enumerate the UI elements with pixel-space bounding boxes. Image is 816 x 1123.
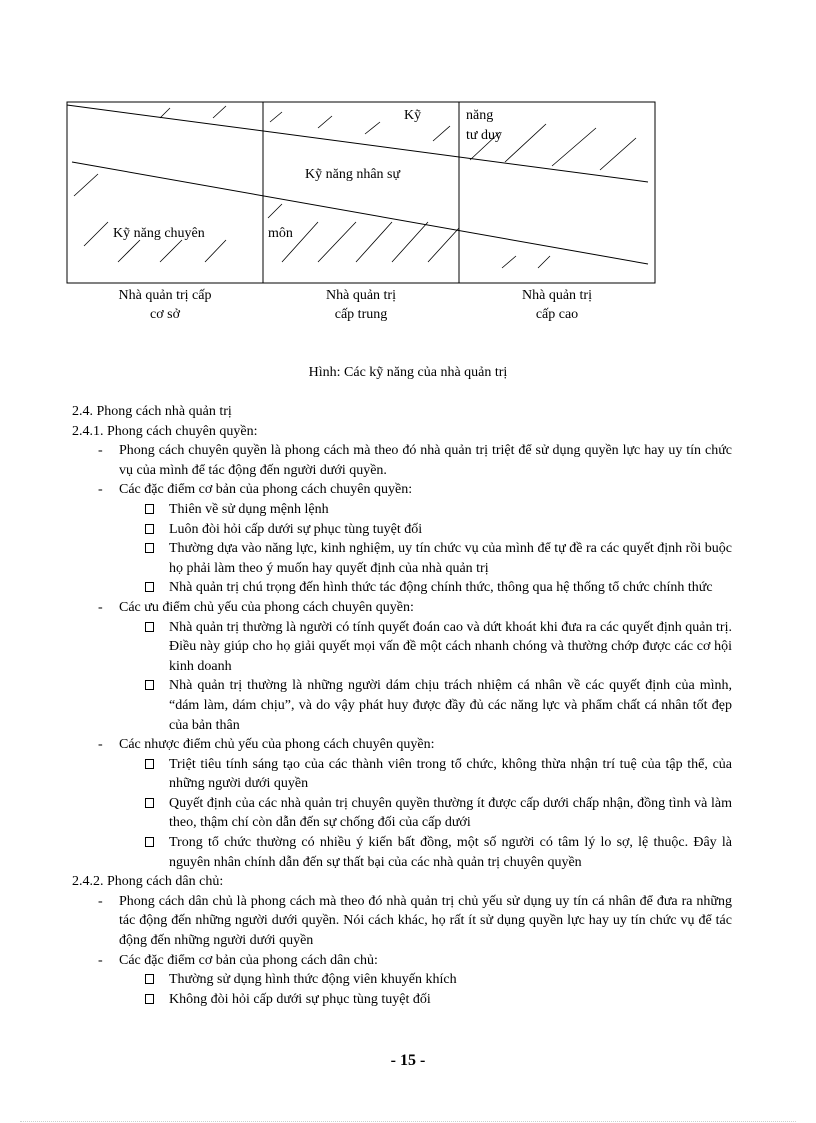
item-text: Các đặc điểm cơ bản của phong cách chuyên quyền:	[119, 482, 413, 498]
item-text: Các đặc điểm cơ bản của phong cách dân chủ:	[119, 952, 378, 968]
column-caption-line2: cơ sở	[150, 307, 180, 322]
hatch-line	[213, 106, 226, 118]
bullet-item	[72, 578, 732, 598]
item-text: Các nhược điểm chủ yếu của phong cách chuyên quyền:	[119, 737, 435, 753]
subsection-heading-autocratic: 2.4.1. Phong cách chuyên quyền:	[72, 423, 258, 439]
column-caption-first-line	[67, 286, 263, 324]
bullet-item	[72, 970, 732, 990]
bullet-item	[72, 539, 732, 578]
hatch-line	[268, 204, 282, 218]
dash-marker: -	[98, 893, 103, 909]
skills-diagram	[0, 0, 816, 290]
bullet-text: Thiên về sử dụng mệnh lệnh	[169, 501, 329, 517]
hatch-line	[552, 128, 596, 166]
hatch-line	[505, 124, 546, 162]
bullet-item	[72, 676, 732, 735]
hatch-line	[160, 240, 182, 262]
label-human: Kỹ năng nhân sự	[305, 167, 401, 182]
dash-marker: -	[98, 599, 103, 615]
square-bullet-icon	[145, 974, 154, 984]
square-bullet-icon	[145, 504, 154, 514]
hatch-line	[84, 222, 108, 246]
dash-item	[72, 598, 732, 618]
hatch-line	[160, 108, 170, 118]
dash-marker: -	[98, 737, 103, 753]
hatch-line	[205, 240, 226, 262]
dash-marker: -	[98, 482, 103, 498]
bullet-text: Trong tổ chức thường có nhiều ý kiến bất đồng, một số người có tâm lý lo sợ, lệ thuộc. Đây là nguyên nhân chính dẫn đến sự thất bại của các nhà quản trị chuyên quyền	[169, 835, 732, 870]
hatch-line	[270, 112, 282, 122]
bullet-item	[72, 755, 732, 794]
label-conceptual-part3: tư duy	[466, 128, 502, 143]
page-bottom-rule	[20, 1121, 796, 1122]
hatch-line	[318, 222, 356, 262]
figure-caption: Hình: Các kỹ năng của nhà quản trị	[308, 365, 508, 380]
square-bullet-icon	[145, 680, 154, 690]
item-text: Phong cách dân chủ là phong cách mà theo đó nhà quản trị chủ yếu sử dụng uy tín cá nhân để đưa ra những tác động đến những người dưới quyền. Nói cách khác, họ rất ít sử dụng quyền lực hay uy tín chức vụ để tác động đến những người dưới quyền	[119, 893, 732, 949]
column-caption-line1: Nhà quản trị	[326, 288, 396, 303]
dash-item	[72, 735, 732, 755]
hatch-line	[428, 228, 459, 262]
hatch-line	[365, 122, 380, 134]
subsection-heading-democratic: 2.4.2. Phong cách dân chủ:	[72, 874, 224, 890]
square-bullet-icon	[145, 622, 154, 632]
bullet-item	[72, 794, 732, 833]
hatch-line	[600, 138, 636, 170]
column-caption-top	[459, 286, 655, 324]
bullet-text: Nhà quản trị chú trọng đến hình thức tác động chính thức, thông qua hệ thống tổ chức chính thức	[169, 580, 713, 596]
hatch-line	[118, 240, 140, 262]
bullet-text: Nhà quản trị thường là những người dám chịu trách nhiệm cá nhân về các quyết định của mình, “dám làm, dám chịu”, và do vậy phát huy được đầy đủ các năng lực và phẩm chất cá nhân tốt đẹp của bản thân	[169, 678, 732, 733]
label-technical-part1: Kỹ năng chuyên	[113, 226, 205, 241]
hatching	[74, 106, 636, 268]
section-heading: 2.4. Phong cách nhà quản trị	[72, 404, 232, 419]
label-conceptual-part2: năng	[466, 108, 494, 123]
column-caption-line2: cấp cao	[535, 307, 579, 322]
label-conceptual-part1: Kỹ	[404, 108, 422, 123]
bullet-item	[72, 990, 732, 1010]
label-technical-part2: môn	[268, 226, 293, 241]
bullet-text: Thường sử dụng hình thức động viên khuyến khích	[169, 972, 457, 988]
item-text: Các ưu điểm chủ yếu của phong cách chuyên quyền:	[119, 599, 414, 615]
document-body	[72, 402, 732, 1009]
item-text: Phong cách chuyên quyền là phong cách mà theo đó nhà quản trị triệt để sử dụng quyền lực hay uy tín chức vụ của mình để tác động đến người dưới quyền.	[119, 443, 732, 478]
hatch-line	[392, 222, 428, 262]
page-number: - 15 -	[390, 1052, 426, 1069]
hatch-line	[433, 126, 450, 141]
bullet-item	[72, 618, 732, 677]
hatch-line	[502, 256, 516, 268]
hatch-line	[356, 222, 392, 262]
square-bullet-icon	[145, 837, 154, 847]
bullet-text: Không đòi hỏi cấp dưới sự phục tùng tuyệt đối	[169, 991, 431, 1007]
dash-item	[72, 892, 732, 951]
dash-item	[72, 480, 732, 500]
square-bullet-icon	[145, 994, 154, 1004]
dash-item	[72, 951, 732, 971]
square-bullet-icon	[145, 524, 154, 534]
bullet-text: Thường dựa vào năng lực, kinh nghiệm, uy tín chức vụ của mình để tự đề ra các quyết định rồi buộc họ phải làm theo ý muốn hay quyết định của nhà quản trị	[169, 541, 732, 576]
hatch-line	[74, 174, 98, 196]
bullet-text: Luôn đòi hỏi cấp dưới sự phục tùng tuyệt đối	[169, 521, 423, 537]
square-bullet-icon	[145, 759, 154, 769]
column-caption-line1: Nhà quản trị	[522, 288, 592, 303]
column-caption-line2: cấp trung	[334, 307, 388, 322]
hatch-line	[318, 116, 332, 128]
bullet-text: Quyết định của các nhà quản trị chuyên quyền thường ít được cấp dưới chấp nhận, đồng tình và làm theo, thậm chí còn dẫn đến sự chống đối của cấp dưới	[169, 795, 732, 831]
square-bullet-icon	[145, 543, 154, 553]
bullet-item	[72, 520, 732, 540]
bullet-text: Triệt tiêu tính sáng tạo của các thành viên trong tổ chức, không thừa nhận trí tuệ của tập thể, của những người dưới quyền	[169, 756, 732, 792]
square-bullet-icon	[145, 798, 154, 808]
column-caption-line1: Nhà quản trị cấp	[118, 288, 212, 303]
bullet-item	[72, 500, 732, 520]
square-bullet-icon	[145, 582, 154, 592]
bullet-text: Nhà quản trị thường là người có tính quyết đoán cao và dứt khoát khi đưa ra các quyết định quản trị. Điều này giúp cho họ giải quyết mọi vấn đề một cách nhanh chóng và thường chớp được các cơ hội kinh doanh	[169, 619, 732, 674]
bullet-item	[72, 833, 732, 872]
column-caption-middle	[263, 286, 459, 324]
hatch-line	[538, 256, 550, 268]
dash-marker: -	[98, 443, 103, 459]
dash-marker: -	[98, 952, 103, 968]
dash-item	[72, 441, 732, 480]
